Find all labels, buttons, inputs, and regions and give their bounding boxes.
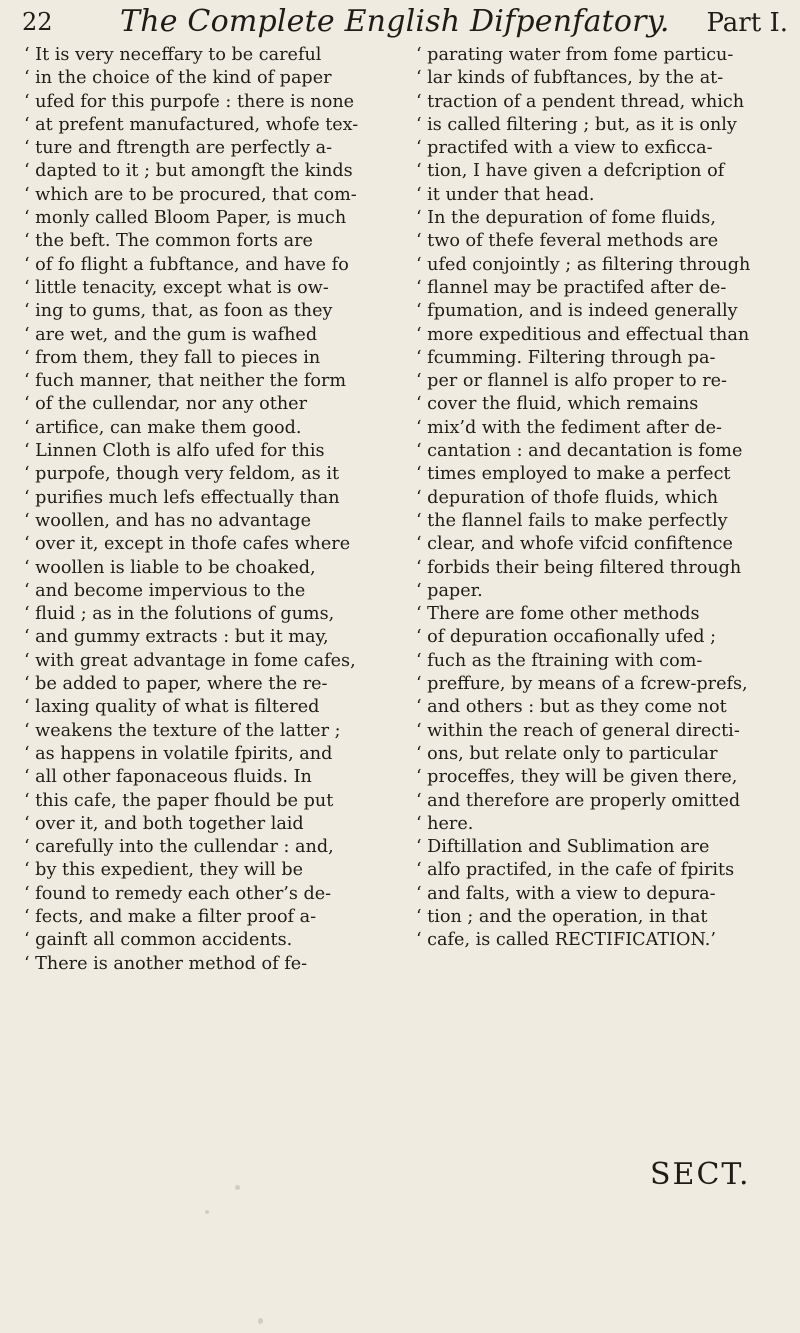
left-column-line: ‘ fuch manner, that neither the form — [24, 371, 347, 392]
right-column-line: ‘ alfo practifed, in the cafe of fpirits — [416, 860, 735, 881]
left-column-line: ‘ the beft. The common forts are — [24, 231, 313, 252]
left-column-line: ‘ by this expedient, they will be — [24, 860, 304, 881]
ink-spot — [205, 1210, 209, 1214]
right-column-line: ‘ lar kinds of fubftances, by the at- — [416, 68, 724, 89]
left-column-line: ‘ over it, and both together laid — [24, 813, 304, 834]
left-column-line: ‘ found to remedy each other’s de- — [24, 883, 332, 904]
left-column-line: ‘ dapted to it ; but amongft the kinds — [24, 161, 353, 182]
right-column-line: ‘ flannel may be practifed after de- — [416, 277, 727, 298]
left-column-line: ‘ gainft all common accidents. — [24, 930, 293, 951]
right-column-line: ‘ times employed to make a perfect — [416, 464, 731, 485]
right-column-line: ‘ cafe, is called RECTIFICATION.’ — [416, 930, 716, 951]
left-column-line: ‘ purifies much lefs effectually than — [24, 487, 340, 508]
right-column-line: ‘ fpumation, and is indeed generally — [416, 301, 738, 322]
right-column-line: ‘ ons, but relate only to particular — [416, 743, 718, 764]
left-column-line: ‘ be added to paper, where the re- — [24, 674, 328, 695]
right-column-line: ‘ and falts, with a view to depura- — [416, 883, 716, 904]
right-column-line: ‘ traction of a pendent thread, which — [416, 91, 745, 112]
right-column-line: ‘ cantation : and decantation is fome — [416, 441, 743, 462]
left-column-line: ‘ of the cullendar, nor any other — [24, 394, 307, 415]
right-column-line: ‘ In the depuration of fome fluids, — [416, 208, 716, 229]
right-column-line: ‘ forbids their being filtered through — [416, 557, 742, 578]
left-column-line: ‘ laxing quality of what is filtered — [24, 697, 320, 718]
running-header — [20, 0, 792, 44]
right-column-line: ‘ and therefore are properly omitted — [416, 790, 741, 811]
right-column-line: ‘ tion ; and the operation, in that — [416, 906, 708, 927]
right-column-line: ‘ clear, and whofe vifcid confiftence — [416, 534, 733, 555]
ink-spot — [235, 1185, 240, 1190]
left-column-line: ‘ little tenacity, except what is ow- — [24, 277, 329, 298]
left-text-column — [24, 44, 412, 976]
left-column-line: ‘ which are to be procured, that com- — [24, 184, 357, 205]
right-column-line: ‘ fcumming. Filtering through pa- — [416, 347, 716, 368]
right-column-line: ‘ There are fome other methods — [416, 604, 700, 625]
left-column-line: ‘ woollen is liable to be choaked, — [24, 557, 316, 578]
left-column-line: ‘ are wet, and the gum is wafhed — [24, 324, 318, 345]
left-column-line: ‘ in the choice of the kind of paper — [24, 68, 332, 89]
left-column-line: ‘ fects, and make a filter proof a- — [24, 906, 317, 927]
left-column-line: ‘ It is very neceffary to be careful — [24, 45, 322, 65]
right-column-line: ‘ here. — [416, 813, 474, 834]
right-column-line: ‘ the flannel fails to make perfectly — [416, 510, 728, 531]
left-column-line: ‘ There is another method of fe- — [24, 953, 308, 974]
left-column-line: ‘ ture and ftrength are perfectly a- — [24, 138, 333, 159]
right-column-line: ‘ tion, I have given a defcription of — [416, 161, 725, 182]
right-column-line: ‘ fuch as the ftraining with com- — [416, 650, 703, 671]
right-column-line: ‘ ufed conjointly ; as filtering through — [416, 254, 751, 275]
left-column-line: ‘ and gummy extracts : but it may, — [24, 627, 329, 648]
right-column-line: ‘ within the reach of general directi- — [416, 720, 740, 741]
catchword: SECT. — [650, 1157, 751, 1192]
right-column-line: ‘ it under that head. — [416, 184, 595, 205]
right-column-line: ‘ mix’d with the fediment after de- — [416, 417, 722, 438]
ink-spot — [258, 1318, 263, 1324]
left-column-line: ‘ all other faponaceous fluids. In — [24, 767, 312, 788]
left-column-line: ‘ from them, they fall to pieces in — [24, 347, 321, 368]
right-column-line: ‘ depuration of thofe fluids, which — [416, 487, 719, 508]
left-column-line: ‘ over it, except in thofe cafes where — [24, 534, 351, 555]
left-column-line: ‘ with great advantage in fome cafes, — [24, 650, 356, 671]
right-text-column — [416, 44, 792, 953]
right-column-line: ‘ more expeditious and effectual than — [416, 324, 750, 345]
left-column-line: ‘ Linnen Cloth is alfo ufed for this — [24, 441, 325, 462]
left-column-line: ‘ this cafe, the paper fhould be put — [24, 790, 334, 811]
left-column-line: ‘ carefully into the cullendar : and, — [24, 837, 334, 858]
left-column-line: ‘ as happens in volatile fpirits, and — [24, 743, 333, 764]
right-column-line: ‘ of depuration occafionally ufed ; — [416, 627, 717, 648]
page-number: 22 — [22, 8, 53, 36]
left-column-line: ‘ woollen, and has no advantage — [24, 510, 311, 531]
left-column-line: ‘ ing to gums, that, as foon as they — [24, 301, 333, 322]
left-column-line: ‘ artifice, can make them good. — [24, 417, 302, 438]
right-column-line: ‘ parating water from fome particu- — [416, 45, 734, 65]
right-column-line: ‘ and others : but as they come not — [416, 697, 727, 718]
left-column-line: ‘ purpofe, though very feldom, as it — [24, 464, 340, 485]
part-label: Part I. — [706, 8, 788, 38]
left-column-line: ‘ of fo flight a fubftance, and have fo — [24, 254, 349, 275]
right-column-line: ‘ two of thefe feveral methods are — [416, 231, 719, 252]
left-column-line: ‘ fluid ; as in the folutions of gums, — [24, 604, 335, 625]
right-column-line: ‘ practifed with a view to exficca- — [416, 138, 713, 159]
left-column-line: ‘ weakens the texture of the latter ; — [24, 720, 341, 741]
left-column-line: ‘ ufed for this purpofe : there is none — [24, 91, 355, 112]
right-column-line: ‘ cover the fluid, which remains — [416, 394, 699, 415]
left-column-line: ‘ monly called Bloom Paper, is much — [24, 208, 347, 229]
left-column-line: ‘ and become impervious to the — [24, 580, 306, 601]
left-column-line: ‘ at prefent manufactured, whofe tex- — [24, 114, 359, 135]
right-column-line: ‘ paper. — [416, 580, 483, 601]
right-column-line: ‘ preffure, by means of a fcrew-prefs, — [416, 674, 748, 695]
right-column-line: ‘ per or flannel is alfo proper to re- — [416, 371, 728, 392]
running-title: The Complete English Difpenfatory. — [120, 4, 670, 39]
right-column-line: ‘ proceffes, they will be given there, — [416, 767, 738, 788]
right-column-line: ‘ Diftillation and Sublimation are — [416, 837, 710, 858]
right-column-line: ‘ is called filtering ; but, as it is only — [416, 114, 737, 135]
